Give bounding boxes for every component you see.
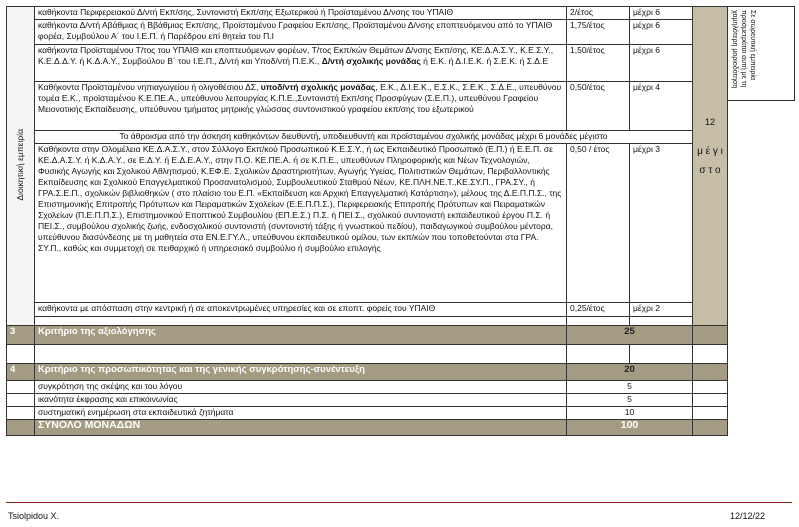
criterion-4-value: 20 (567, 364, 693, 381)
row-text: Καθήκοντα Προϊσταμένου νηπιαγωγείου ή ολιγοθέσιου ΔΣ, υποδ/ντή σχολικής μονάδας, Ε.Κ., Δ.Ι.Ε.Κ., Ε.Σ.Κ., Σ.Ε.Κ., Σ.Δ.Ε., υπευθύνου τομέα Ε.Κ., προϊσταμένου Κ.Ε.ΠΕ.Α., υπεύθυνου λειτουργίας Κ.Π.Ε.,Συντονιστή Εκπ/σης Προσφύγων (Σ.Ε.Π.), υπευθύνου Γραφείου Μειονοτικής Εκπαίδευσης, υπεύθυνου τμήματος μητρικής γλώσσας συντονιστικού γραφείου εκπ/σης του εξωτερικού (35, 82, 567, 131)
total-value: 100 (567, 420, 693, 436)
row-rate: 0,50 / έτος (567, 144, 630, 303)
row-max: μέχρι 4 (630, 82, 693, 131)
row-text-bold: υποδ/ντή σχολικής μονάδας (260, 82, 376, 92)
table-row (7, 317, 728, 326)
max-points-word: μ έ γ ι σ τ ο (697, 146, 723, 176)
sub-item-value: 5 (567, 381, 693, 394)
row-max: μέχρι 6 (630, 45, 693, 82)
sub-item-value: 10 (567, 407, 693, 420)
table-row (7, 144, 728, 303)
row-max: μέχρι 6 (630, 7, 693, 20)
sub-item-label: ικανότητα έκφρασης και επικοινωνίας (35, 394, 567, 407)
sum-note: Το άθροισμα από την άσκηση καθηκόντων διευθυντή, υποδιευθυντή και προϊσταμένου σχολικής μονάδας μέχρι 6 μονάδες μέγιστο (35, 131, 693, 144)
side-label-cell (7, 7, 35, 326)
table-row (7, 45, 728, 82)
table-row (7, 407, 728, 420)
table-row (7, 303, 728, 317)
criterion-4-number: 4 (7, 364, 35, 381)
row-rate: 1,75/έτος (567, 20, 630, 45)
criterion-4-row (7, 364, 728, 381)
total-row (7, 420, 728, 436)
max-points-column (693, 7, 728, 326)
criteria-table (6, 6, 728, 436)
row-text: καθήκοντα Δ/ντή Αβάθμιας ή Ββάθμιας Εκπ/σης, Προϊσταμένου Γραφείου Εκπ/σης, Προϊσταμένου Δ/νσης εποπτευόμενου από το ΥΠΑΙΘ φορέα, Συμβούλου Α΄ του Ι.Ε.Π. ή Παρέδρου επί θητεία του Π.Ι (35, 20, 567, 45)
criterion-3-label: Κριτήριο της αξιολόγησης (35, 326, 567, 345)
row-rate: 2/έτος (567, 7, 630, 20)
side-note: Σε σωρευτική εμπειρία προσμετράται αυτή με τη χαμηλότερη μοριοδότηση (731, 10, 756, 89)
sub-item-value: 5 (567, 394, 693, 407)
table-row (7, 7, 728, 20)
row-max: μέχρι 2 (630, 303, 693, 317)
table-row (7, 131, 728, 144)
total-label: ΣΥΝΟΛΟ ΜΟΝΑΔΩΝ (35, 420, 567, 436)
row-rate: 0,50/έτος (567, 82, 630, 131)
row-text: καθήκοντα Περιφερειακού Δ/ντή Εκπ/σης, Συντονιστή Εκπ/σης Εξωτερικού ή Προϊσταμένου Δ/νσης του ΥΠΑΙΘ (35, 7, 567, 20)
table-row (7, 20, 728, 45)
row-text: καθήκοντα με απόσπαση στην κεντρική ή σε αποκεντρωμένες υπηρεσίες και σε εποπτ. φορείς του ΥΠΑΙΘ (35, 303, 567, 317)
side-note-box (727, 6, 795, 101)
sub-item-label: συστηματική ενημέρωση στα εκπαιδευτικά ζητήματα (35, 407, 567, 420)
table-row (7, 82, 728, 131)
row-rate: 1,50/έτος (567, 45, 630, 82)
criterion-3-number: 3 (7, 326, 35, 345)
row-rate: 0,25/έτος (567, 303, 630, 317)
side-label: Διοικητική εμπειρία (15, 128, 25, 201)
footer-author: Tsiolpidou X. (8, 511, 60, 521)
table-row (7, 345, 728, 364)
footer-date: 12/12/22 (730, 511, 766, 521)
row-text-bold: Δ/ντή σχολικής μονάδας (321, 56, 421, 66)
criterion-3-row (7, 326, 728, 345)
table-row (7, 394, 728, 407)
row-text: καθήκοντα Προϊσταμένου Τ/τος του ΥΠΑΙΘ και εποπτευόμενων φορέων, Τ/τος Εκπ/κών Θεμάτων Δ/νσης Εκπ/σης, ΚΕ.Δ.Α.Σ.Υ., Κ.Ε.Σ.Υ., Κ.Ε.Δ.Δ.Υ. ή Κ.Δ.Α.Υ., Συμβούλου Β΄ του Ι.Ε.Π., Δ/ντή και Υποδ/ντή Π.Ε.Κ., Δ/ντή σχολικής μονάδας ή Ε.Κ. ή Δ.Ι.Ε.Κ. ή Σ.Ε.Κ. ή Σ.Δ.Ε (35, 45, 567, 82)
max-points-value: 12 (704, 117, 715, 127)
row-text: Καθήκοντα στην Ολομέλεια ΚΕ.Δ.Α.Σ.Υ., στον Σύλλογο Εκπ/κού Προσωπικού Κ.Ε.Σ.Υ., ή ως Εκπαιδευτικό Προσωπικό (Ε.Π.) ή Ε.Ε.Π. σε ΚΕ.Δ.Α.Σ.Υ. ή Κ.Δ.Α.Υ., σε Ε.Δ.Υ. ή Ε.Δ.Ε.Α.Υ., στην Π.Ο. ΚΕ.ΠΕ.Α. ή σε Κ.Π.Ε., υπευθύνων Πληροφορικής και Νέων Τεχνολογιών, Φυσικής Αγωγής και Σχολικού Αθλητισμού, Κ.ΕΦ.Ε. Σχολικών Δραστηριοτήτων, Αγωγής Υγείας, Πολιτιστικών Θεμάτων, Περιβαλλοντικής Εκπαίδευσης και Σχολικού Επαγγελματικού Προσανατολισμού, Συμβουλευτικού Σταθμού Νέων, ΚΕ.ΠΛΗ.ΝΕ.Τ.,ΚΕ.ΣΥ.Π., ΓΡΑ.ΣΥ., ή ΓΡΑ.Σ.Ε.Π., σχολικών βιβλιοθηκών ( στο πλαίσιο του Ε.Π. «Εκπαίδευση και Αρχική Επαγγελματική Κατάρτιση»), μέλους της Δ.Ε.Π.Π.Σ., της Επιστημονικής Επιτροπής Πρότυπων και Πειραματικών Σχολείων (Ε.Ε.Π.Π.Σ.), Περιφερειακής Επιτροπής Πρότυπων και Πειραματικών Σχολείων (Π.Ε.Π.Π.Σ.), Επιστημονικού Εποπτικού Συμβουλίου (ΕΠ.Ε.Σ.) Π.Σ. ή ΠΕΙ.Σ., σχολικού συντονιστή εκπαιδευτικού έργου Π.Σ. ή ΠΕΙ.Σ., συμβούλου σχολικής ζωής, ενδοσχολικού συντονιστή (συντονιστή τάξης ή γνωστικού πεδίου), παιδαγωγικού συμβούλου μέντορα, υπεύθυνου διασύνδεσης με τη μαθητεία στα ΕΝ.Ε.ΓΥ.Λ., υπεύθυνου εκπαιδευτικού ομίλου, των εκπ/κών που τοποθετούνται στα ΓΡΑ. ΣΥ.Π., καθώς και συμμετοχή σε πειθαρχικό ή υπηρεσιακό συμβούλιο ή συμβούλιο επιλογής (35, 144, 567, 303)
footer-divider (6, 502, 792, 503)
row-max: μέχρι 3 (630, 144, 693, 303)
criterion-3-value: 25 (567, 326, 693, 345)
row-max: μέχρι 6 (630, 20, 693, 45)
table-row (7, 381, 728, 394)
criterion-4-label: Κριτήριο της προσωπικότητας και της γενικής συγκρότησης-συνέντευξη (35, 364, 567, 381)
sub-item-label: συγκρότηση της σκέψης και του λόγου (35, 381, 567, 394)
